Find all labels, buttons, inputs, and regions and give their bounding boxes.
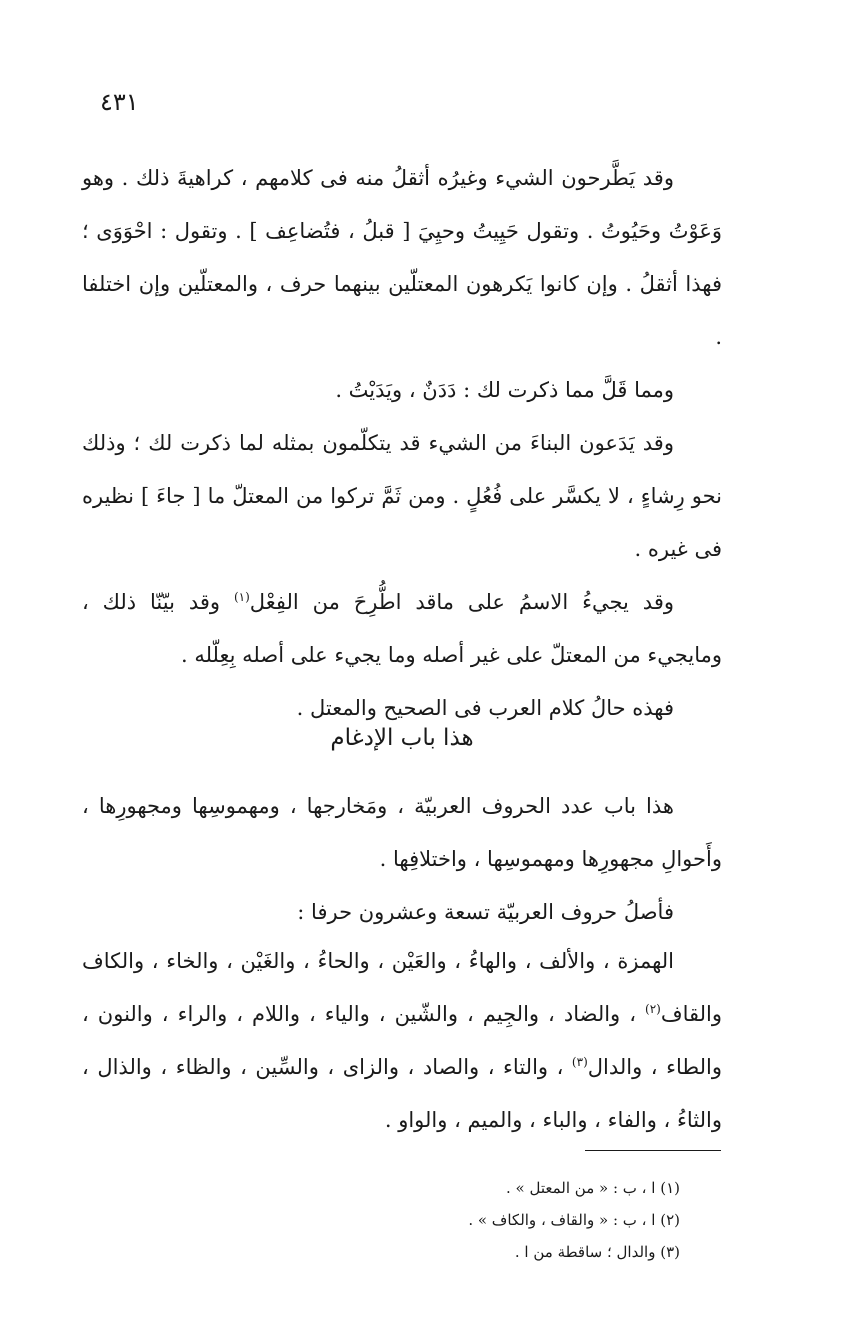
body-section-1 [82,152,722,735]
paragraph-text: وقد يجيءُ الاسمُ على ماقد اطُّرِحَ من الفِعْل [249,590,674,614]
footnote-marker: (٢) [645,1002,661,1016]
footnote-divider [585,1150,721,1151]
paragraph-text: ، والضاد ، والجِيم ، والشّين ، والياء ، واللام ، والراء ، والنون ، والطاء ، والدال [82,1002,722,1079]
footnote-marker: (٣) [571,1055,588,1069]
footnote: (٣) والدال ؛ ساقطة من ا . [514,1243,680,1261]
paragraph: وقد يَدَعون البناءَ من الشيء قد يتكلّمون بمثله لما ذكرت لك ؛ وذلك نحو رِشاءٍ ، لا يكسَّر على فُعُلٍ . ومن ثَمَّ تركوا من المعتلّ ما [ جاءَ ] نظيره فى غيره . [82,431,722,561]
paragraph-text: ، والتاء ، والصاد ، والزاى ، والسِّين ، والظاء ، والذال ، والثاءُ ، والفاء ، والباء ، والميم ، والواو . [82,1055,722,1132]
letters-list-paragraph [82,935,722,1147]
footnote: (١) ا ، ب : « من المعتل » . [506,1179,680,1197]
paragraph: فهذه حالُ كلام العرب فى الصحيح والمعتل . [296,696,674,720]
body-section-2 [82,780,722,939]
chapter-heading: هذا باب الإدغام [330,725,474,751]
paragraph-with-footnote [82,576,722,682]
footnotes [150,1172,680,1268]
footnote-marker: (١) [233,590,250,604]
paragraph: هذا باب عدد الحروف العربيّة ، ومَخارجها ، ومهموسِها ومجهورِها ، وأَحوالِ مجهورِها ومهموسِها ، واختلافِها . [82,794,722,871]
paragraph-text: الهمزة ، والألف ، والهاءُ ، والعَيْن ، والحاءُ ، والغَيْن ، والخاء ، والكاف والقاف [82,949,722,1026]
body-section-3 [82,935,722,1147]
paragraph: وقد يَطَّرحون الشيء وغيرُه أثقلُ منه فى كلامهم ، كراهيةَ ذلك . وهو وَعَوْتُ وحَيُوتُ . وتقول حَيِيتُ وحيِيَ [ قبلُ ، فتُضاعِف ] . وتقول : احْوَوَى ؛ فهذا أثقلُ . وإن كانوا يَكرهون المعتلّين بينهما حرف ، والمعتلّين وإن اختلفا . [82,166,722,349]
paragraph: ومما قَلَّ مما ذكرت لك : دَدَنٌ ، ويَدَيْتُ . [335,378,674,402]
paragraph: فأصلُ حروف العربيّة تسعة وعشرون حرفا : [297,900,674,924]
footnote: (٢) ا ، ب : « والقاف ، والكاف » . [468,1211,680,1229]
page-number: ٤٣١ [100,88,139,116]
paragraph-text: وقد بيّنّا ذلك ، ومايجيء من المعتلّ على غير أصله وما يجيء على أصله بِعِلّله . [82,590,722,667]
